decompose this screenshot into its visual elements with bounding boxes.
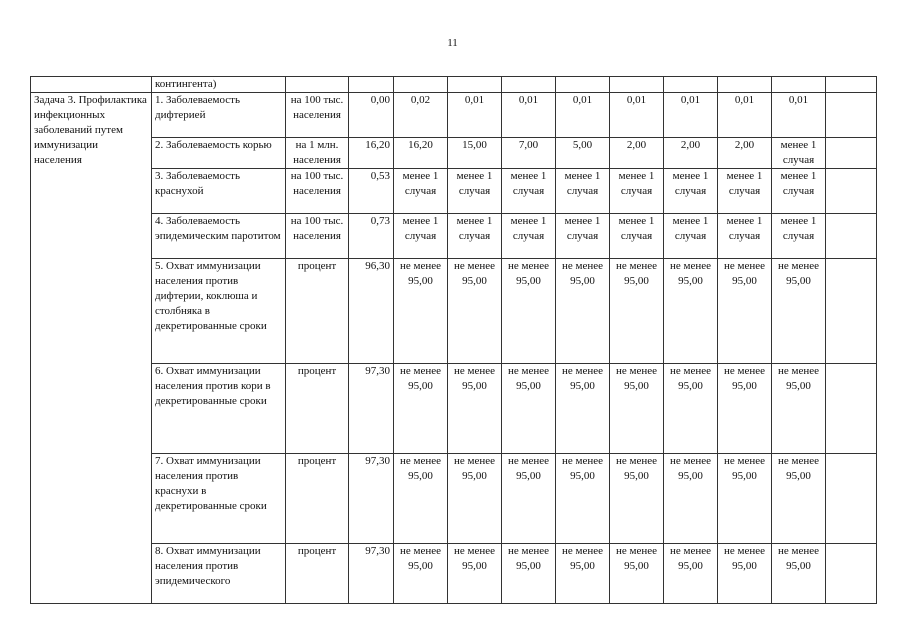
extra-cell bbox=[826, 93, 877, 138]
page-number: 11 bbox=[447, 37, 458, 49]
year-value: не менее 95,00 bbox=[664, 364, 718, 454]
year-value: не менее 95,00 bbox=[718, 259, 772, 364]
indicator-name: 7. Охват иммунизации населения против краснухи в декретированные сроки bbox=[152, 454, 286, 544]
extra-cell bbox=[826, 544, 877, 604]
extra-cell bbox=[826, 214, 877, 259]
year-value: 0,01 bbox=[502, 93, 556, 138]
year-value: менее 1 случая bbox=[610, 214, 664, 259]
year-value: не менее 95,00 bbox=[394, 454, 448, 544]
year-value: не менее 95,00 bbox=[610, 454, 664, 544]
year-value: не менее 95,00 bbox=[394, 544, 448, 604]
indicators-table bbox=[30, 76, 877, 604]
indicator-unit: процент bbox=[286, 259, 349, 364]
year-value: 0,01 bbox=[448, 93, 502, 138]
base-value: 97,30 bbox=[349, 454, 394, 544]
year-value: 0,01 bbox=[556, 93, 610, 138]
year-value: менее 1 случая bbox=[394, 169, 448, 214]
year-value: 0,02 bbox=[394, 93, 448, 138]
indicator-unit: процент bbox=[286, 364, 349, 454]
year-value: не менее 95,00 bbox=[772, 544, 826, 604]
year-value: не менее 95,00 bbox=[556, 544, 610, 604]
continuation-row bbox=[31, 77, 877, 93]
base-value: 16,20 bbox=[349, 138, 394, 169]
base-value: 0,00 bbox=[349, 93, 394, 138]
year-value: менее 1 случая bbox=[772, 214, 826, 259]
year-value: не менее 95,00 bbox=[772, 259, 826, 364]
year-value: менее 1 случая bbox=[772, 138, 826, 169]
year-value: 0,01 bbox=[772, 93, 826, 138]
year-value: не менее 95,00 bbox=[718, 454, 772, 544]
year-value: не менее 95,00 bbox=[556, 454, 610, 544]
year-value: не менее 95,00 bbox=[502, 454, 556, 544]
year-value: менее 1 случая bbox=[718, 214, 772, 259]
year-value: 0,01 bbox=[718, 93, 772, 138]
year-value: не менее 95,00 bbox=[394, 259, 448, 364]
indicator-unit: процент bbox=[286, 544, 349, 604]
base-value: 97,30 bbox=[349, 364, 394, 454]
year-value: 0,01 bbox=[610, 93, 664, 138]
indicator-name: 1. Заболеваемость дифтерией bbox=[152, 93, 286, 138]
indicator-name: 8. Охват иммунизации населения против эпидемического bbox=[152, 544, 286, 604]
year-value: не менее 95,00 bbox=[610, 364, 664, 454]
year-value: не менее 95,00 bbox=[502, 364, 556, 454]
year-value: менее 1 случая bbox=[448, 169, 502, 214]
year-value: 2,00 bbox=[718, 138, 772, 169]
base-value: 0,73 bbox=[349, 214, 394, 259]
indicator-unit: на 100 тыс. населения bbox=[286, 93, 349, 138]
year-value: 0,01 bbox=[664, 93, 718, 138]
indicator-unit: на 100 тыс. населения bbox=[286, 214, 349, 259]
year-value: менее 1 случая bbox=[448, 214, 502, 259]
table-row bbox=[31, 544, 877, 604]
year-value: менее 1 случая bbox=[502, 214, 556, 259]
year-value: 15,00 bbox=[448, 138, 502, 169]
year-value: не менее 95,00 bbox=[556, 259, 610, 364]
year-value: менее 1 случая bbox=[664, 169, 718, 214]
year-value: не менее 95,00 bbox=[610, 259, 664, 364]
year-value: не менее 95,00 bbox=[394, 364, 448, 454]
extra-cell bbox=[826, 259, 877, 364]
year-value: менее 1 случая bbox=[718, 169, 772, 214]
table-row bbox=[31, 259, 877, 364]
year-value: 2,00 bbox=[610, 138, 664, 169]
year-value: не менее 95,00 bbox=[664, 544, 718, 604]
year-value: не менее 95,00 bbox=[448, 259, 502, 364]
indicator-name: 2. Заболеваемость корью bbox=[152, 138, 286, 169]
task-cell-top bbox=[31, 77, 152, 93]
year-value: не менее 95,00 bbox=[772, 364, 826, 454]
table-row bbox=[31, 93, 877, 138]
year-value: не менее 95,00 bbox=[610, 544, 664, 604]
indicator-unit: на 100 тыс. населения bbox=[286, 169, 349, 214]
year-value: 2,00 bbox=[664, 138, 718, 169]
indicator-unit: процент bbox=[286, 454, 349, 544]
year-value: не менее 95,00 bbox=[448, 454, 502, 544]
year-value: менее 1 случая bbox=[556, 169, 610, 214]
year-value: не менее 95,00 bbox=[772, 454, 826, 544]
extra-cell bbox=[826, 169, 877, 214]
base-value: 96,30 bbox=[349, 259, 394, 364]
year-value: не менее 95,00 bbox=[718, 544, 772, 604]
indicator-rows bbox=[31, 93, 877, 604]
year-value: менее 1 случая bbox=[664, 214, 718, 259]
year-value: не менее 95,00 bbox=[502, 259, 556, 364]
year-value: 5,00 bbox=[556, 138, 610, 169]
indicator-unit: на 1 млн. населения bbox=[286, 138, 349, 169]
extra-cell bbox=[826, 454, 877, 544]
year-value: не менее 95,00 bbox=[448, 544, 502, 604]
year-value: 16,20 bbox=[394, 138, 448, 169]
year-value: не менее 95,00 bbox=[664, 259, 718, 364]
year-value: менее 1 случая bbox=[394, 214, 448, 259]
base-value: 0,53 bbox=[349, 169, 394, 214]
year-value: не менее 95,00 bbox=[502, 544, 556, 604]
indicator-name: 3. Заболеваемость краснухой bbox=[152, 169, 286, 214]
extra-cell bbox=[826, 138, 877, 169]
year-value: менее 1 случая bbox=[772, 169, 826, 214]
table-row bbox=[31, 169, 877, 214]
year-value: 7,00 bbox=[502, 138, 556, 169]
indicator-name: 5. Охват иммунизации населения против дифтерии, коклюша и столбняка в декретированные сроки bbox=[152, 259, 286, 364]
year-value: не менее 95,00 bbox=[664, 454, 718, 544]
table-row bbox=[31, 364, 877, 454]
table-row bbox=[31, 214, 877, 259]
table-row bbox=[31, 138, 877, 169]
continuation-text: контингента) bbox=[152, 77, 286, 93]
extra-cell bbox=[826, 364, 877, 454]
indicator-name: 6. Охват иммунизации населения против кори в декретированные сроки bbox=[152, 364, 286, 454]
year-value: менее 1 случая bbox=[610, 169, 664, 214]
year-value: не менее 95,00 bbox=[448, 364, 502, 454]
year-value: не менее 95,00 bbox=[718, 364, 772, 454]
indicator-name: 4. Заболеваемость эпидемическим паротитом bbox=[152, 214, 286, 259]
task-label: Задача 3. Профилактика инфекционных заболеваний путем иммунизации населения bbox=[31, 93, 152, 604]
base-value: 97,30 bbox=[349, 544, 394, 604]
year-value: не менее 95,00 bbox=[556, 364, 610, 454]
table-row bbox=[31, 454, 877, 544]
year-value: менее 1 случая bbox=[502, 169, 556, 214]
year-value: менее 1 случая bbox=[556, 214, 610, 259]
